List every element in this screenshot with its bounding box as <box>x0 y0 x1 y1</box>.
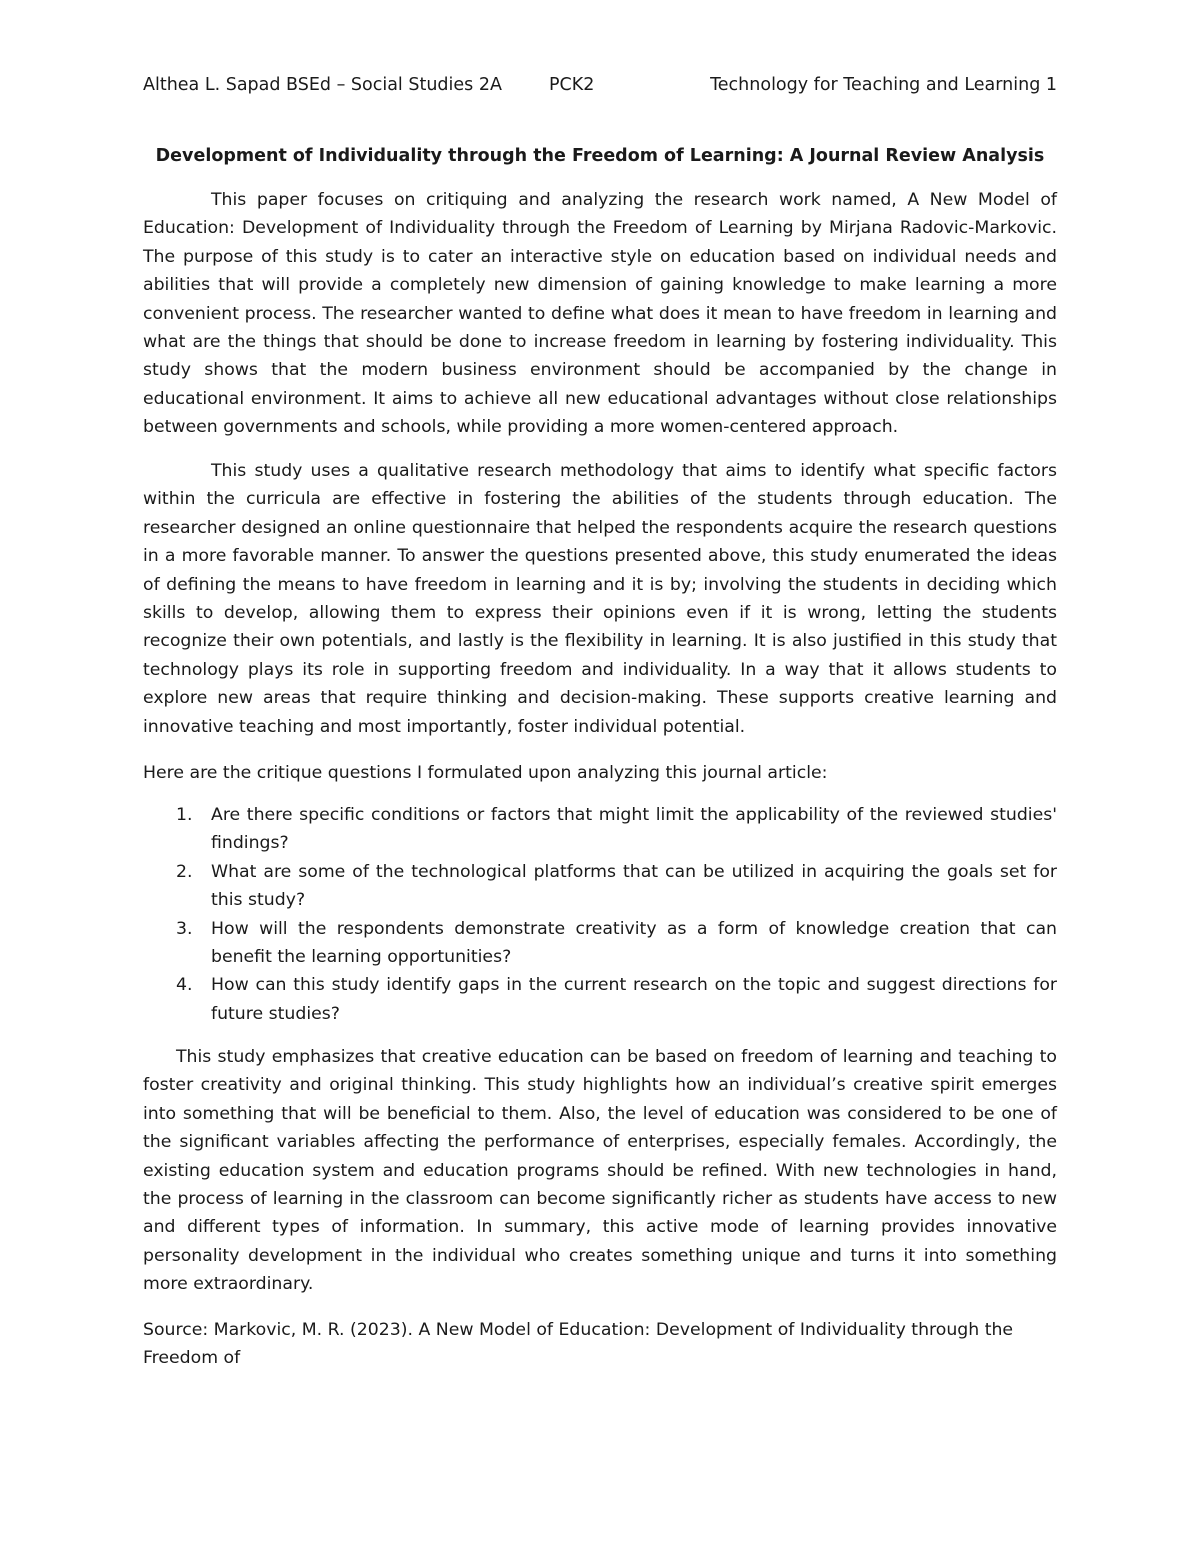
critique-questions-list <box>143 801 1057 1028</box>
paragraph-questions-intro: Here are the critique questions I formulated upon analyzing this journal article: <box>143 763 828 783</box>
page-header <box>143 72 1057 98</box>
header-author: Althea L. Sapad BSEd – Social Studies 2A <box>143 75 502 95</box>
document-title: Development of Individuality through the Freedom of Learning: A Journal Review Analysis <box>155 146 1045 166</box>
list-item-text: How will the respondents demonstrate creativity as a form of knowledge creation that can benefit the learning opportunities? <box>211 918 1057 968</box>
paragraph-methodology: This study uses a qualitative research methodology that aims to identify what specific factors within the curricula are effective in fostering the abilities of the students through education. The researcher designed an online questionnaire that helped the respondents acquire the research questions in a more favorable manner. To answer the questions presented above, this study enumerated the ideas of defining the means to have freedom in learning and it is by; involving the students in deciding which skills to develop, allowing them to express their opinions even if it is wrong, letting the students recognize their own potentials, and lastly is the flexibility in learning. It is also justified in this study that technology plays its role in supporting freedom and individuality. In a way that it allows students to explore new areas that require thinking and decision-making. These supports creative learning and innovative teaching and most importantly, foster individual potential. <box>143 461 1057 737</box>
list-item-text: How can this study identify gaps in the current research on the topic and suggest directions for future studies? <box>211 975 1057 1024</box>
paragraph-intro: This paper focuses on critiquing and analyzing the research work named, A New Model of Education: Development of Individuality through the Freedom of Learning by Mirjana Radovic-Markovic. The purpose of this study is to cater an interactive style on education based on individual needs and abilities that will provide a completely new dimension of gaining knowledge to make learning a more convenient process. The researcher wanted to define what does it mean to have freedom in learning and what are the things that should be done to increase freedom in learning by fostering individuality. This study shows that the modern business environment should be accompanied by the change in educational environment. It aims to achieve all new educational advantages without close relationships between governments and schools, while providing a more women-centered approach. <box>143 190 1057 438</box>
list-item-text: Are there specific conditions or factors that might limit the applicability of the reviewed studies' findings? <box>211 805 1057 854</box>
list-item <box>143 915 1057 972</box>
header-section: PCK2 <box>549 75 595 95</box>
paragraph-conclusion: This study emphasizes that creative education can be based on freedom of learning and teaching to foster creativity and original thinking. This study highlights how an individual’s creative spirit emerges into something that will be beneficial to them. Also, the level of education was considered to be one of the significant variables affecting the performance of enterprises, especially females. Accordingly, the existing education system and education programs should be refined. With new technologies in hand, the process of learning in the classroom can become significantly richer as students have access to new and different types of information. In summary, this active mode of learning provides innovative personality development in the individual who creates something unique and turns it into something more extraordinary. <box>143 1047 1057 1295</box>
header-course: Technology for Teaching and Learning 1 <box>710 75 1057 95</box>
list-item-text: What are some of the technological platforms that can be utilized in acquiring the goals set for this study? <box>211 861 1057 911</box>
list-item-number: 3. <box>176 918 193 939</box>
list-item <box>143 971 1057 1028</box>
paragraph-source: Source: Markovic, M. R. (2023). A New Model of Education: Development of Individuality through the Freedom of <box>143 1320 1014 1369</box>
list-item <box>143 858 1057 915</box>
list-item-number: 4. <box>176 975 193 996</box>
list-item-number: 2. <box>176 861 193 882</box>
list-item-number: 1. <box>176 805 193 825</box>
list-item <box>143 801 1057 858</box>
